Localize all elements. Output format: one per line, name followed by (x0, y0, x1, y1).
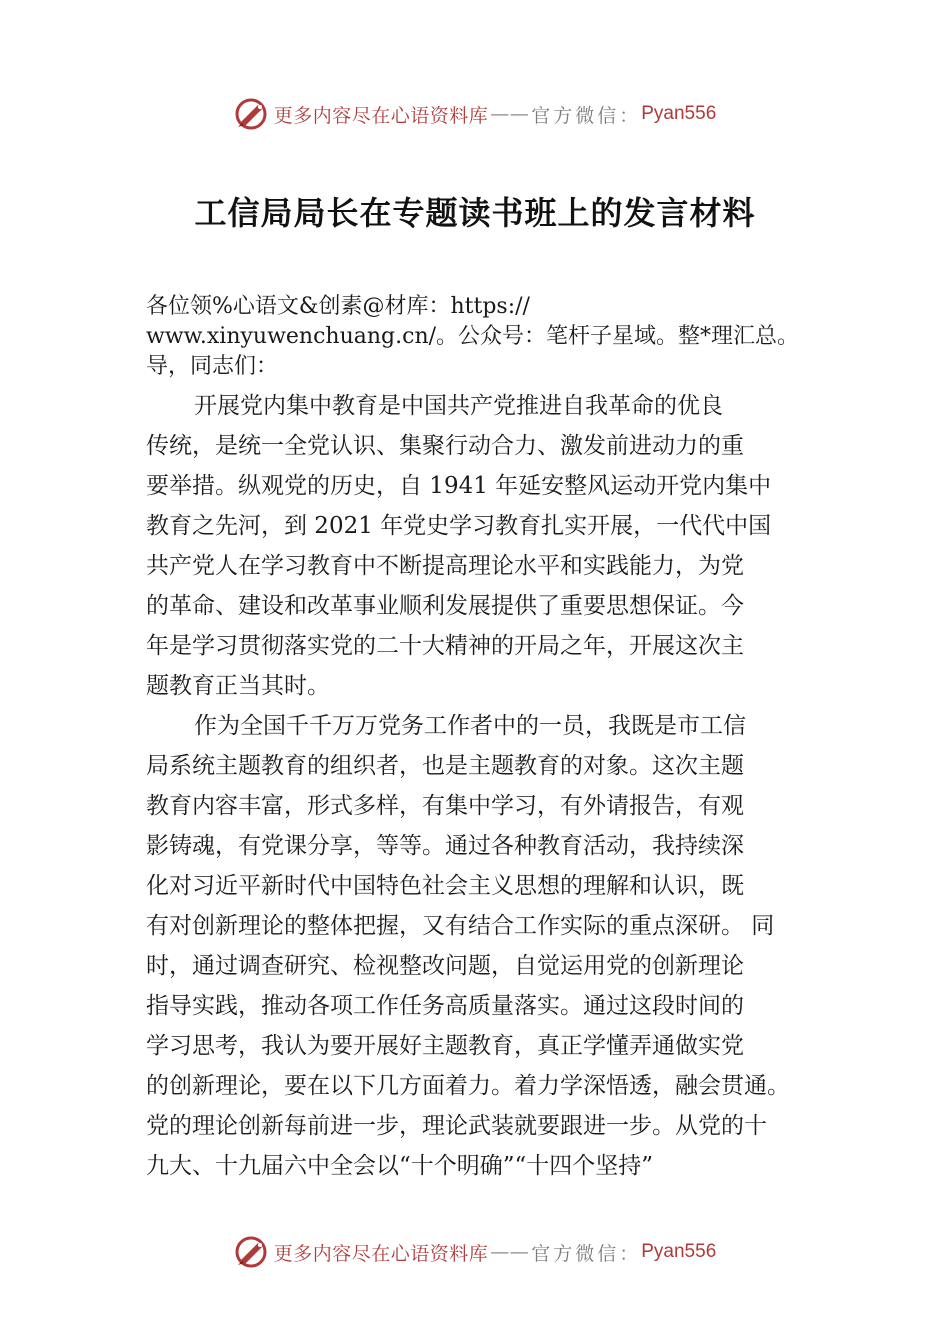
paragraph-1-line: 教育之先河，到 2021 年党史学习教育扎实开展，一代代中国 (146, 513, 772, 539)
pen-logo-icon (234, 1235, 268, 1269)
paragraph-1-line: 题教育正当其时。 (146, 673, 330, 699)
paragraph-2-line: 九大、十九届六中全会以“十个明确”“十四个坚持” (146, 1153, 654, 1179)
banner-wechat-id: Pyan556 (641, 103, 717, 124)
paragraph-1-line: 传统，是统一全党认识、集聚行动合力、激发前进动力的重 (146, 433, 744, 459)
paragraph-2-line: 学习思考，我认为要开展好主题教育，真正学懂弄通做实党 (146, 1033, 744, 1059)
paragraph-2-line: 教育内容丰富，形式多样，有集中学习，有外请报告，有观 (146, 793, 744, 819)
paragraph-1-line: 开展党内集中教育是中国共产党推进自我革命的优良 (194, 393, 723, 419)
paragraph-2-line: 局系统主题教育的组织者，也是主题教育的对象。这次主题 (146, 753, 744, 779)
greeting-line: 各位领%心语文&创素@材库：https:// (146, 294, 530, 319)
greeting-line: www.xinyuwenchuang.cn/。公众号：笔杆子星域。整*理汇总。 (146, 324, 800, 349)
paragraph-2-line: 影铸魂，有党课分享，等等。通过各种教育活动，我持续深 (146, 833, 744, 859)
paragraph-1-line: 共产党人在学习教育中不断提高理论水平和实践能力，为党 (146, 553, 744, 579)
banner-text: 更多内容尽在心语资料库 (273, 1242, 489, 1265)
paragraph-2-line: 党的理论创新每前进一步，理论武装就要跟进一步。从党的十 (146, 1113, 767, 1139)
pen-logo-icon (234, 97, 268, 131)
document-title: 工信局局长在专题读书班上的发言材料 (194, 194, 756, 232)
footer-banner (0, 1232, 950, 1272)
paragraph-2-line: 有对创新理论的整体把握，又有结合工作实际的重点深研。 同 (146, 913, 775, 939)
banner-wechat-label: 官方微信： (531, 104, 642, 127)
paragraph-2-line: 时，通过调查研究、检视整改问题，自觉运用党的创新理论 (146, 953, 744, 979)
banner-text: 更多内容尽在心语资料库 (273, 104, 489, 127)
banner-wechat-label: 官方微信： (531, 1242, 642, 1265)
paragraph-2-line: 指导实践，推动各项工作任务高质量落实。通过这段时间的 (146, 993, 744, 1019)
paragraph-2-line: 作为全国千千万万党务工作者中的一员，我既是市工信 (194, 713, 746, 739)
header-banner (0, 94, 950, 134)
banner-dash: —— (490, 103, 530, 125)
greeting (146, 292, 846, 382)
paragraph-1-line: 的革命、建设和改革事业顺利发展提供了重要思想保证。今 (146, 593, 744, 619)
paragraph-2-line: 的创新理论，要在以下几方面着力。着力学深悟透，融会贯通。 (146, 1073, 790, 1099)
paragraph-1-line: 要举措。纵观党的历史，自 1941 年延安整风运动开党内集中 (146, 473, 772, 499)
paragraph-1-line: 年是学习贯彻落实党的二十大精神的开局之年，开展这次主 (146, 633, 744, 659)
banner-wechat-id: Pyan556 (641, 1241, 717, 1262)
document-body (146, 386, 836, 1186)
greeting-line: 导，同志们： (146, 354, 279, 379)
banner-dash: —— (490, 1241, 530, 1263)
paragraph-2-line: 化对习近平新时代中国特色社会主义思想的理解和认识，既 (146, 873, 744, 899)
